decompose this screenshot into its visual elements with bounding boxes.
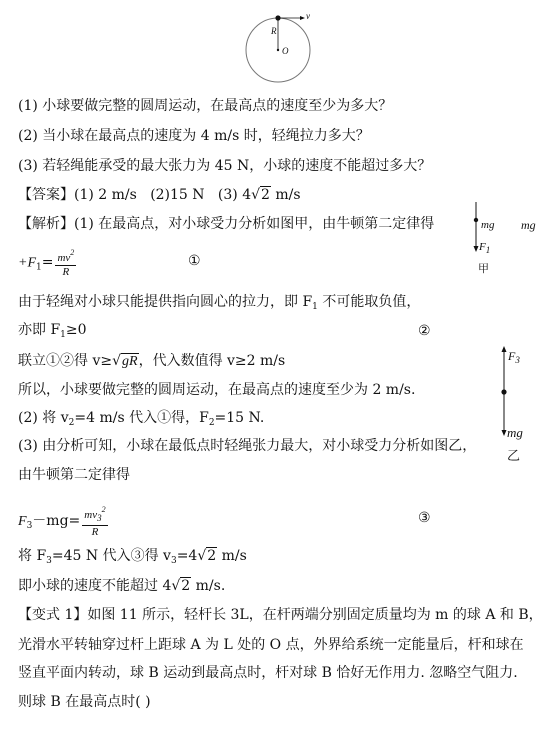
analysis-line-9: 由牛顿第二定律得 bbox=[18, 467, 130, 483]
eq1-denominator: R bbox=[62, 266, 70, 278]
analysis-label: 【解析】 bbox=[18, 216, 74, 232]
yi-label-mg: mg bbox=[507, 425, 523, 440]
eq1-left: +F bbox=[18, 255, 36, 271]
answer-line: 【答案】(1) 2 m/s (2)15 N (3) 4√2 m/s bbox=[18, 187, 301, 203]
answer-label: 【答案】 bbox=[18, 187, 74, 203]
analysis-line-6: 所以，小球要做完整的圆周运动，在最高点的速度至少为 2 m/s. bbox=[18, 382, 416, 398]
analysis-line-5: 联立①②得 v≥√gR，代入数值得 v≥2 m/s bbox=[18, 353, 286, 369]
eq1-fraction bbox=[55, 246, 76, 279]
circular-motion-figure bbox=[236, 8, 326, 88]
answer-part-3-unit: m/s bbox=[270, 187, 301, 203]
analysis-line-8: (3) 由分析可知，小球在最低点时轻绳张力最大，对小球受力分析如图乙， bbox=[18, 438, 477, 454]
equation-1 bbox=[18, 246, 78, 283]
analysis-text-1: (1) 在最高点，对小球受力分析如图甲，由牛顿第二定律得 bbox=[74, 216, 435, 232]
analysis-line-12: 即小球的速度不能超过 4√2 m/s. bbox=[18, 578, 226, 594]
yi-caption: 乙 bbox=[507, 449, 521, 464]
yi-label-F3: $F_3$ bbox=[508, 349, 520, 365]
trailing-mg: mg bbox=[521, 218, 536, 232]
eq1-eq: = bbox=[41, 254, 54, 271]
eq1-numerator: mv bbox=[57, 252, 71, 264]
analysis-line-4: 亦即 $F_1\ge 0$ bbox=[18, 322, 87, 340]
figure-label-v: v bbox=[306, 11, 310, 21]
equation-marker-1: ① bbox=[188, 253, 201, 269]
analysis-line-11: 将 $F_3=45$ N 代入③得 $v_3=4√2$ m/s bbox=[18, 548, 247, 566]
eq1-sub: 1 bbox=[36, 262, 42, 273]
eq3-fraction: $\frac{mv_3^2}{R}$ bbox=[84, 505, 106, 538]
variant-line-2: 光滑水平转轴穿过杆上距球 A 为 L 处的 O 点，外界给系统一定能量后，杆和球在 bbox=[18, 637, 524, 653]
figure-label-R: R bbox=[271, 26, 277, 36]
variant-label: 【变式 1】 bbox=[18, 607, 88, 623]
eq1-num-sup: 2 bbox=[70, 248, 75, 257]
variant-line-4: 则球 B 在最高点时( ) bbox=[18, 694, 151, 710]
analysis-line-7: (2) 将 $v_2=4$ m/s 代入①得，$F_2=15$ N. bbox=[18, 410, 265, 428]
analysis-line-3: 由于轻绳对小球只能提供指向圆心的拉力，即 $F_1$ 不可能取负值， bbox=[18, 294, 421, 312]
variant-line-1: 【变式 1】如图 11 所示，轻杆长 3L，在杆两端分别固定质量均为 m 的球 A 和 B， bbox=[18, 607, 543, 623]
question-3: (3) 若轻绳能承受的最大张力为 45 N，小球的速度不能超过多大？ bbox=[18, 158, 432, 174]
answer-part-2: (2)15 N bbox=[150, 187, 205, 203]
answer-part-3-root: 2 bbox=[261, 187, 270, 203]
figure-label-O: O bbox=[282, 46, 289, 56]
question-2: (2) 当小球在最高点的速度为 4 m/s 时，轻绳拉力多大？ bbox=[18, 128, 370, 144]
jia-caption: 甲 bbox=[478, 262, 489, 275]
jia-label-mg: mg bbox=[481, 219, 495, 231]
equation-marker-2: ② bbox=[418, 323, 431, 339]
answer-part-3-prefix: (3) 4 bbox=[217, 187, 252, 203]
answer-part-1: (1) 2 m/s bbox=[74, 187, 137, 203]
equation-marker-3: ③ bbox=[418, 510, 431, 526]
question-1: (1) 小球要做完整的圆周运动，在最高点的速度至少为多大？ bbox=[18, 98, 393, 114]
variant-line-3: 竖直平面内转动，球 B 运动到最高点时，杆对球 B 恰好无作用力. 忽略空气阻力. bbox=[18, 665, 518, 681]
analysis-line-1 bbox=[18, 215, 434, 233]
equation-3: $F_3-mg=$ $\frac{mv_3^2}{R}$ bbox=[18, 505, 106, 538]
jia-label-F1: $F_1$ bbox=[479, 241, 491, 255]
